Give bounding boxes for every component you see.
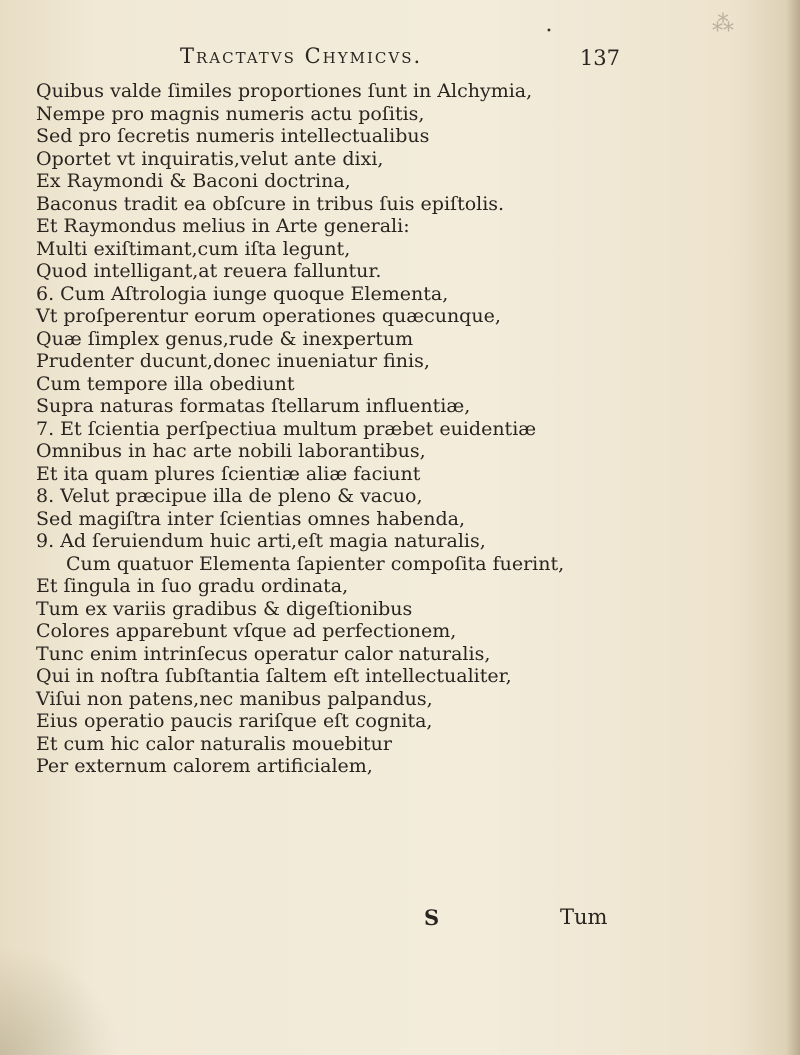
text-line: Et Raymondus melius in Arte generali:	[36, 215, 410, 237]
text-line: Et ſingula in ſuo gradu ordinata,	[36, 575, 349, 597]
paper-stain	[0, 945, 120, 1055]
text-line: Quod intelligant,at reuera falluntur.	[36, 260, 382, 282]
text-line: Viſui non patens,nec manibus palpandus,	[36, 687, 433, 710]
text-line: 9. Ad ſeruiendum huic arti,eſt magia naturalis,	[36, 530, 486, 552]
text-line: 7. Et ſcientia perſpectiua multum præbet euidentiæ	[36, 417, 537, 440]
text-line: Baconus tradit ea obſcure in tribus ſuis epiſtolis.	[36, 192, 505, 215]
text-line: Omnibus in hac arte nobili laborantibus,	[36, 440, 426, 462]
text-line: Et cum hic calor naturalis mouebitur	[36, 732, 392, 755]
catchword: Tum	[560, 905, 608, 929]
ornament-dot: •	[546, 26, 552, 37]
text-line: Per externum calorem artificialem,	[36, 755, 373, 777]
text-line: 8. Velut præcipue illa de pleno & vacuo,	[36, 485, 423, 507]
text-line: Colores apparebunt vſque ad perfectionem,	[36, 620, 457, 642]
text-line: Tunc enim intrinſecus operatur calor naturalis,	[36, 642, 491, 665]
page-footer	[420, 905, 620, 935]
text-line: Qui in noſtra ſubſtantia ſaltem eſt intellectualiter,	[36, 665, 512, 687]
text-line: Et ita quam plures ſcientiæ aliæ faciunt	[36, 462, 421, 485]
text-line: Tum ex variis gradibus & digeſtionibus	[36, 597, 413, 620]
verse-text-block	[36, 80, 656, 778]
page-header	[180, 26, 620, 78]
page-edge-shadow	[786, 0, 800, 1055]
text-line: Quæ ſimplex genus,rude & inexpertum	[36, 327, 414, 350]
text-line: Oportet vt inquiratis,velut ante dixi,	[36, 147, 384, 170]
text-line: Ex Raymondi & Baconi doctrina,	[36, 170, 351, 192]
text-line: Eius operatio paucis rariſque eſt cognita,	[36, 710, 433, 732]
text-line: Cum quatuor Elementa ſapienter compoſita fuerint,	[66, 552, 565, 575]
text-line: Sed magiſtra inter ſcientias omnes habenda,	[36, 507, 466, 530]
signature-mark: S	[424, 905, 440, 930]
corner-ink-mark: ⁂	[712, 12, 734, 37]
text-line: Supra naturas formatas ſtellarum influentiæ,	[36, 395, 471, 417]
running-title: Tractatvs Chymicvs.	[180, 44, 423, 68]
text-line: Cum tempore illa obediunt	[36, 372, 295, 395]
page-number: 137	[579, 46, 620, 70]
text-line: Sed pro ſecretis numeris intellectualibus	[36, 125, 430, 147]
text-line: Multi exiſtimant,cum iſta legunt,	[36, 237, 351, 260]
text-line: Nempe pro magnis numeris actu poſitis,	[36, 102, 425, 125]
text-line: 6. Cum Aſtrologia iunge quoque Elementa,	[36, 282, 449, 305]
text-line: Quibus valde ſimiles proportiones ſunt in Alchymia,	[36, 80, 533, 102]
text-line: Prudenter ducunt,donec inueniatur finis,	[36, 350, 430, 372]
text-line: Vt proſperentur eorum operationes quæcunque,	[36, 305, 501, 327]
